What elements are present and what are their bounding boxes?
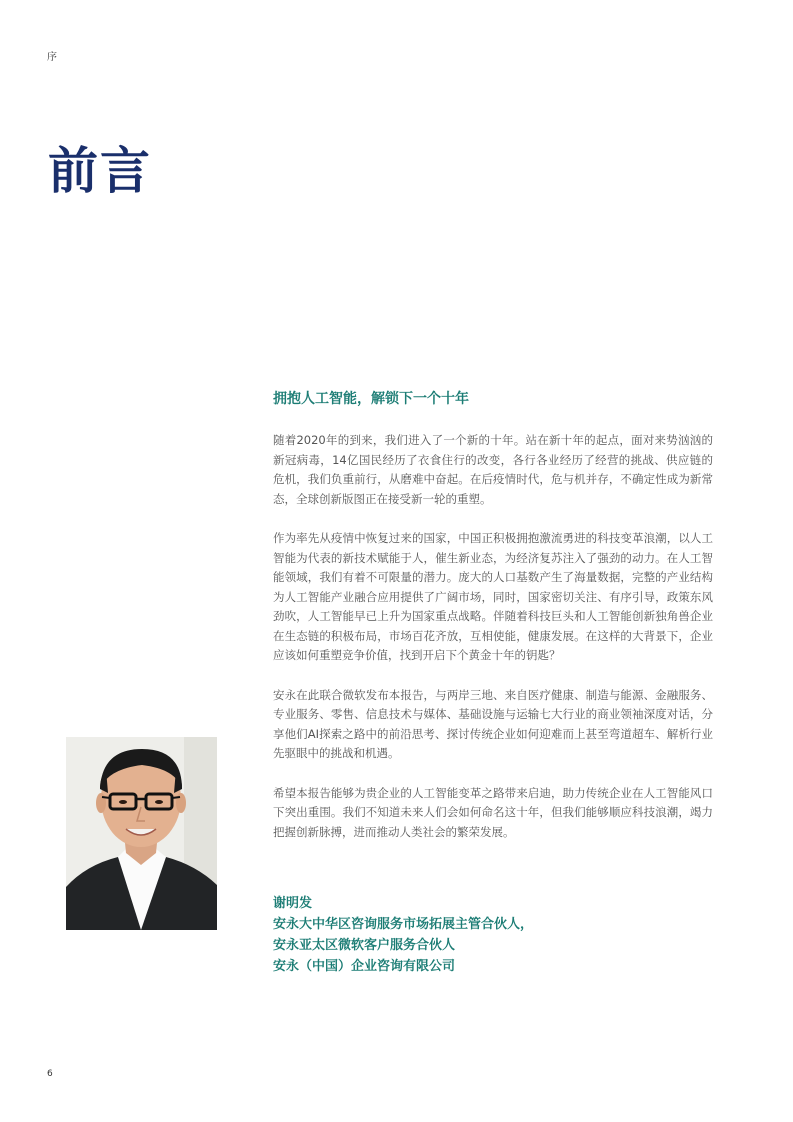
signatory-name: 谢明发 xyxy=(273,896,313,911)
paragraph-2: 作为率先从疫情中恢复过来的国家，中国正积极拥抱激流勇进的科技变革浪潮，以人工智能为代表的新技术赋能于人，催生新业态，为经济复苏注入了强劲的动力。在人工智能领域，我们有着不可限量的潜力。庞大的人口基数产生了海量数据，完整的产业结构为人工智能产业融合应用提供了广阔市场，同时，国家密切关注、有序引导，政策东风劲吹，人工智能早已上升为国家重点战略。伴随着科技巨头和人工智能创新独角兽企业在生态链的积极布局，市场百花齐放，互相使能，健康发展。在这样的大背景下，企业应该如何重塑竞争价值，找到开启下个黄金十年的钥匙？ xyxy=(273,531,713,662)
article-subtitle: 拥抱人工智能，解锁下一个十年 xyxy=(273,391,469,407)
paragraph-1: 随着2020年的到来，我们进入了一个新的十年。站在新十年的起点，面对来势汹汹的新冠病毒，14亿国民经历了衣食住行的改变，各行各业经历了经营的挑战、供应链的危机，我们负重前行，从磨难中奋起。在后疫情时代，危与机并存，不确定性成为新常态，全球创新版图正在接受新一轮的重塑。 xyxy=(273,433,713,506)
signatory-company: 安永（中国）企业咨询有限公司 xyxy=(273,959,456,974)
portrait-illustration xyxy=(66,737,217,930)
author-portrait xyxy=(66,737,217,930)
page-title: 前言 xyxy=(48,142,152,200)
signature-block xyxy=(273,893,713,977)
paragraph-4: 希望本报告能够为贵企业的人工智能变革之路带来启迪，助力传统企业在人工智能风口下突出重围。我们不知道未来人们会如何命名这十年，但我们能够顺应科技浪潮，竭力把握创新脉搏，进而推动人类社会的繁荣发展。 xyxy=(273,785,713,839)
article-body xyxy=(273,387,713,862)
paragraph-3: 安永在此联合微软发布本报告，与两岸三地、来自医疗健康、制造与能源、金融服务、专业服务、零售、信息技术与媒体、基础设施与运输七大行业的商业领袖深度对话，分享他们AI探索之路中的前沿思考、探讨传统企业如何迎难而上甚至弯道超车、解析行业先驱眼中的挑战和机遇。 xyxy=(273,687,713,760)
section-label: 序 xyxy=(47,52,57,63)
page-number: 6 xyxy=(47,1069,53,1079)
signatory-title-1: 安永大中华区咨询服务市场拓展主管合伙人， xyxy=(273,917,534,932)
signatory-title-2: 安永亚太区微软客户服务合伙人 xyxy=(273,938,456,953)
